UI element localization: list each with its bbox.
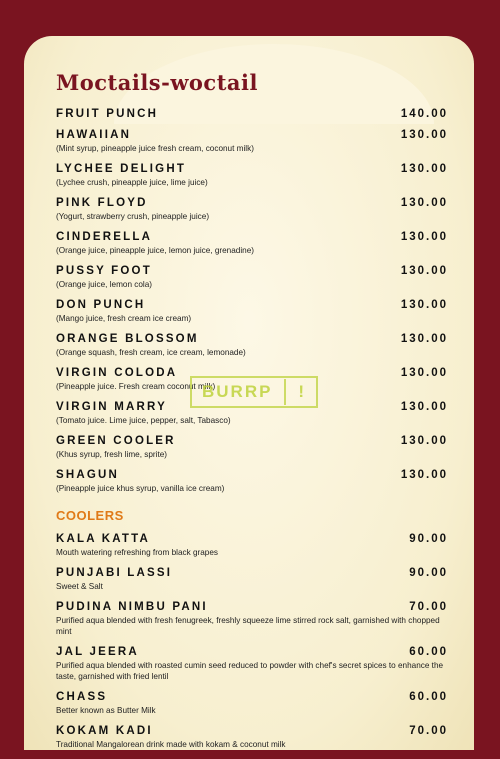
mocktails-section — [56, 108, 448, 494]
item-price: 60.00 — [409, 691, 448, 703]
menu-item — [56, 691, 448, 716]
item-description: (Pineapple juice. Fresh cream coconut milk) — [56, 382, 216, 391]
item-description: (Pineapple juice khus syrup, vanilla ice cream) — [56, 484, 225, 493]
menu-item-row — [56, 197, 448, 209]
menu-item-row — [56, 567, 448, 579]
item-description: (Yogurt, strawberry crush, pineapple juice) — [56, 212, 210, 221]
menu-item-row — [56, 231, 448, 243]
item-description: (Khus syrup, fresh lime, sprite) — [56, 450, 168, 459]
item-name: SHAGUN — [56, 469, 120, 481]
item-description: Purified aqua blended with roasted cumin seed reduced to powder with chef's secret spices to enhance the taste, garnished with fried lentil — [56, 661, 444, 681]
item-description: (Orange squash, fresh cream, ice cream, lemonade) — [56, 348, 246, 357]
menu-item-row — [56, 108, 448, 120]
item-name: PUDINA NIMBU PANI — [56, 601, 208, 613]
item-name: HAWAIIAN — [56, 129, 132, 141]
item-description: (Orange juice, lemon cola) — [56, 280, 153, 289]
item-price: 130.00 — [400, 299, 448, 311]
item-description: Traditional Mangalorean drink made with kokam & coconut milk — [56, 740, 286, 749]
item-name: LYCHEE DELIGHT — [56, 163, 187, 175]
menu-item — [56, 333, 448, 358]
item-name: VIRGIN COLODA — [56, 367, 178, 379]
menu-item — [56, 533, 448, 558]
item-description: Mouth watering refreshing from black grapes — [56, 548, 219, 557]
item-price: 70.00 — [409, 725, 448, 737]
item-description: (Tomato juice. Lime juice, pepper, salt, Tabasco) — [56, 416, 231, 425]
item-price: 130.00 — [400, 163, 448, 175]
menu-item — [56, 435, 448, 460]
menu-item — [56, 265, 448, 290]
item-price: 60.00 — [409, 646, 448, 658]
item-description: Purified aqua blended with fresh fenugreek, freshly squeeze lime stirred rock salt, garnished with chopped mint — [56, 616, 440, 636]
item-price: 130.00 — [400, 265, 448, 277]
item-description: (Orange juice, pineapple juice, lemon juice, grenadine) — [56, 246, 254, 255]
menu-item — [56, 163, 448, 188]
menu-item-row — [56, 129, 448, 141]
menu-item-row — [56, 646, 448, 658]
menu-item-row — [56, 725, 448, 737]
burrp-watermark — [190, 376, 318, 408]
menu-item-row — [56, 435, 448, 447]
watermark-divider — [284, 379, 286, 405]
menu-item-row — [56, 333, 448, 345]
item-name: DON PUNCH — [56, 299, 146, 311]
item-price: 130.00 — [400, 129, 448, 141]
item-name: PUSSY FOOT — [56, 265, 152, 277]
item-description: (Mint syrup, pineapple juice fresh cream, coconut milk) — [56, 144, 254, 153]
watermark-exclaim: ! — [298, 382, 306, 401]
menu-item — [56, 725, 448, 750]
menu-item-row — [56, 299, 448, 311]
item-price: 130.00 — [400, 367, 448, 379]
item-name: FRUIT PUNCH — [56, 108, 159, 120]
watermark-text: BURRP — [202, 382, 273, 401]
coolers-heading: COOLERS — [56, 508, 124, 523]
menu-item-row — [56, 163, 448, 175]
item-price: 130.00 — [400, 197, 448, 209]
menu-item — [56, 469, 448, 494]
menu-list — [56, 108, 448, 759]
item-price: 130.00 — [400, 231, 448, 243]
item-name: KOKAM KADI — [56, 725, 153, 737]
item-description: Better known as Butter Milk — [56, 706, 156, 715]
item-price: 130.00 — [400, 469, 448, 481]
item-price: 130.00 — [400, 333, 448, 345]
menu-item — [56, 197, 448, 222]
item-price: 90.00 — [409, 533, 448, 545]
menu-title: Moctails-woctail — [56, 70, 258, 95]
menu-item-row — [56, 601, 448, 613]
item-name: CINDERELLA — [56, 231, 153, 243]
item-name: CHASS — [56, 691, 108, 703]
item-name: VIRGIN MARRY — [56, 401, 167, 413]
menu-item — [56, 231, 448, 256]
menu-item — [56, 567, 448, 592]
item-name: PINK FLOYD — [56, 197, 148, 209]
menu-item — [56, 108, 448, 120]
item-price: 140.00 — [400, 108, 448, 120]
menu-item-row — [56, 265, 448, 277]
item-description: (Mango juice, fresh cream ice cream) — [56, 314, 192, 323]
item-name: KALA KATTA — [56, 533, 150, 545]
item-description: (Lychee crush, pineapple juice, lime juice) — [56, 178, 208, 187]
menu-item — [56, 299, 448, 324]
menu-item-row — [56, 469, 448, 481]
item-price: 130.00 — [400, 401, 448, 413]
coolers-section — [56, 533, 448, 750]
item-price: 90.00 — [409, 567, 448, 579]
menu-item-row — [56, 533, 448, 545]
item-price: 130.00 — [400, 435, 448, 447]
item-name: GREEN COOLER — [56, 435, 176, 447]
menu-item — [56, 601, 448, 637]
menu-item-row — [56, 691, 448, 703]
item-name: PUNJABI LASSI — [56, 567, 173, 579]
item-name: JAL JEERA — [56, 646, 139, 658]
item-name: ORANGE BLOSSOM — [56, 333, 199, 345]
item-price: 70.00 — [409, 601, 448, 613]
item-description: Sweet & Salt — [56, 582, 103, 591]
menu-item — [56, 646, 448, 682]
menu-item — [56, 129, 448, 154]
